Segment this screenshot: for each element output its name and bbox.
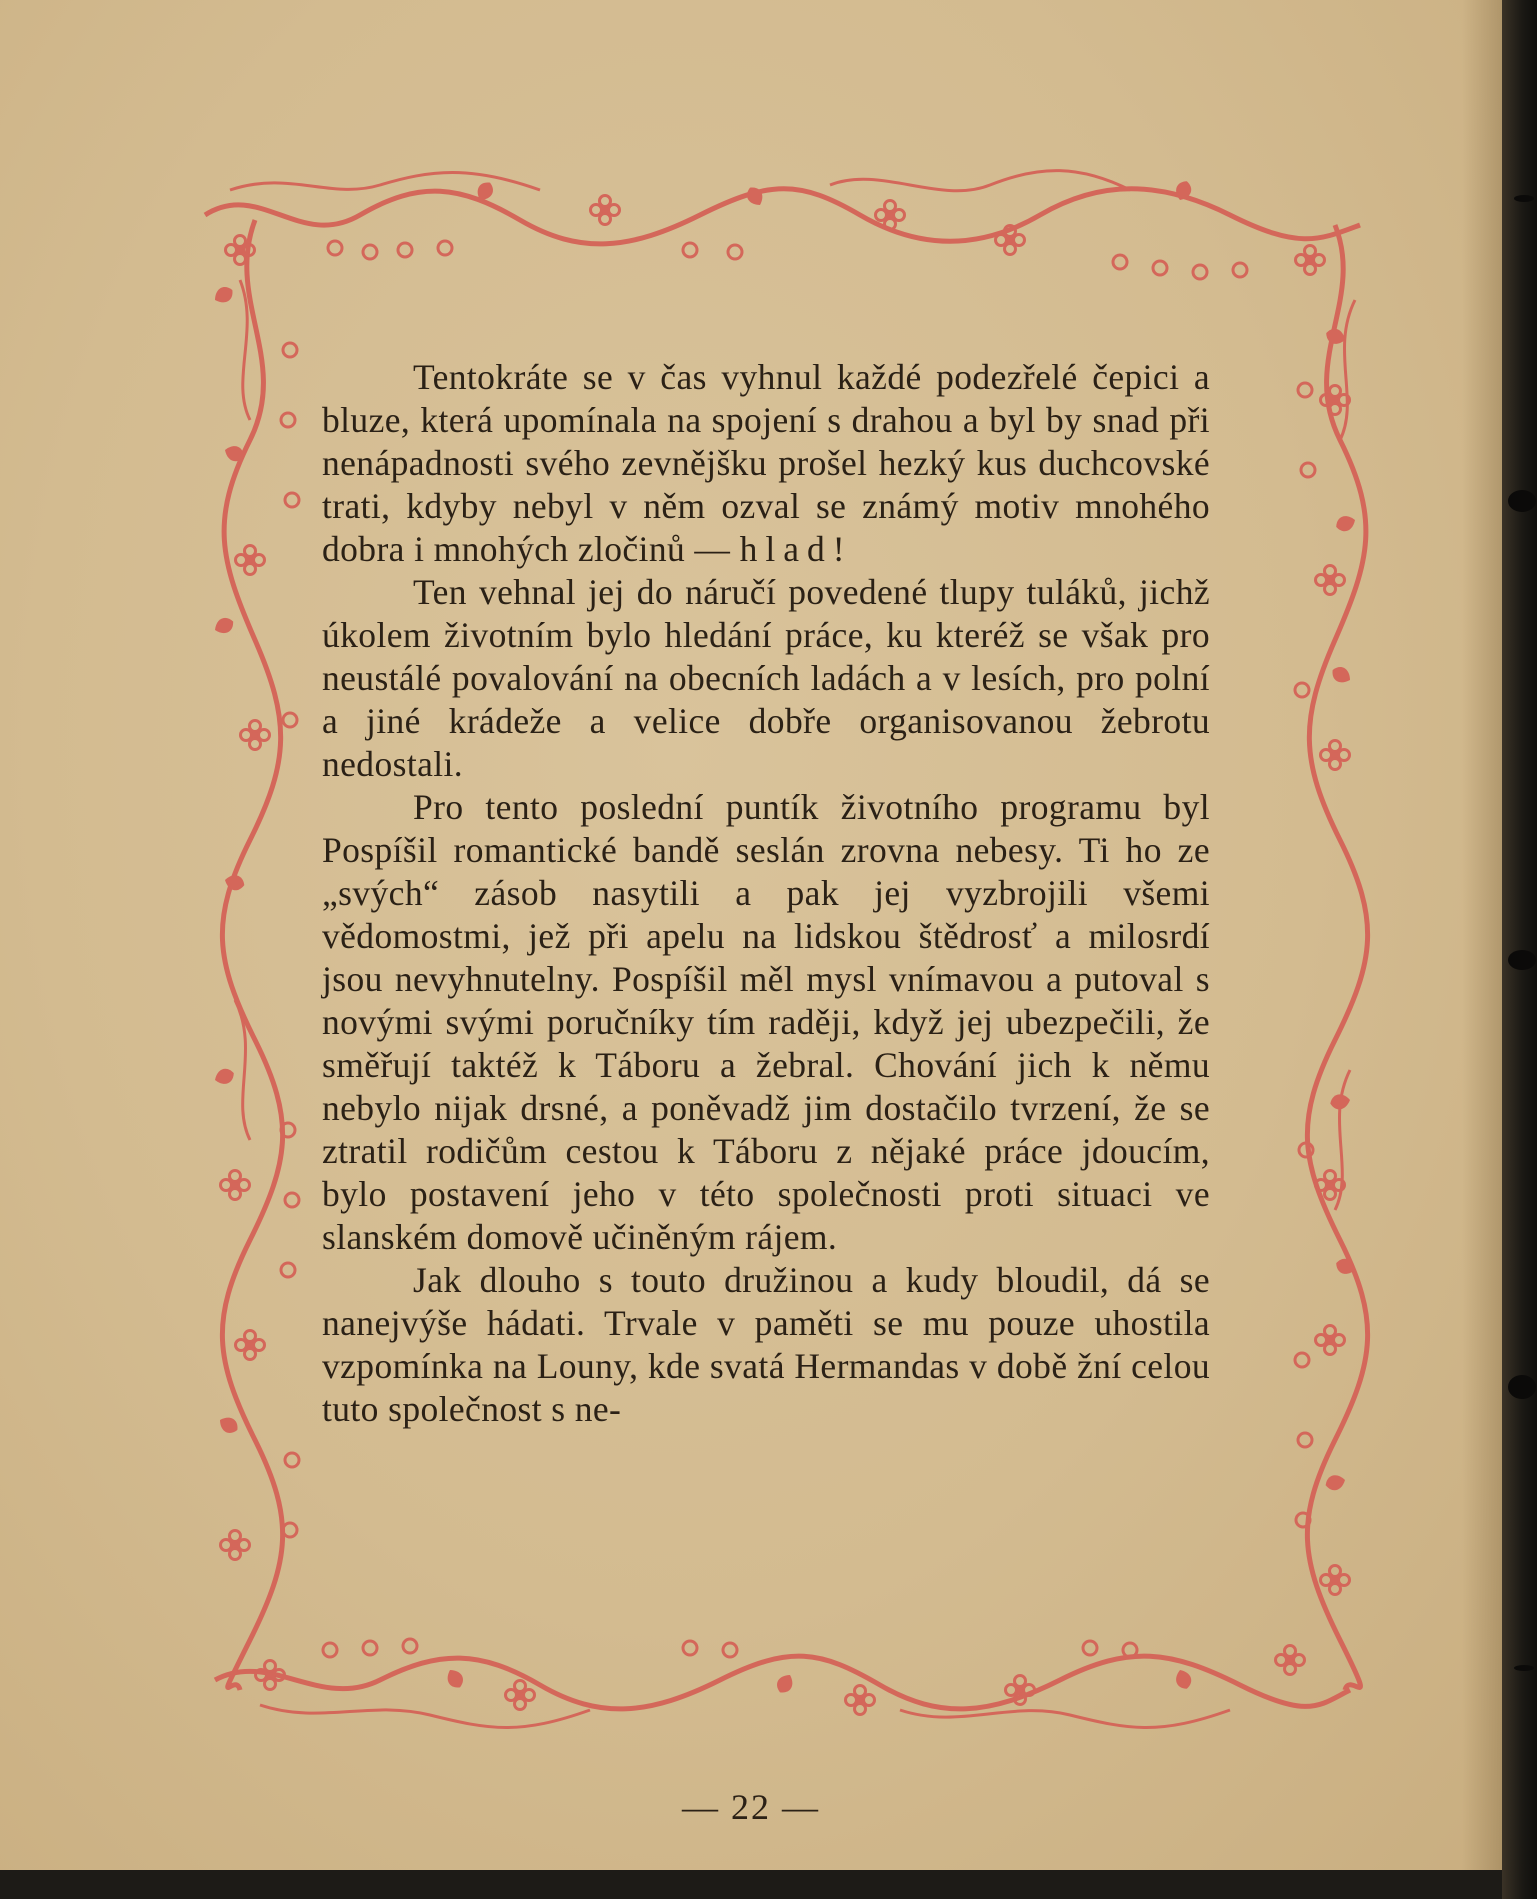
book-spine [1502,0,1537,1899]
right-vine [1307,225,1367,1690]
spine-mark [1514,195,1534,202]
scan-bottom-edge [0,1870,1502,1899]
body-text [322,356,1210,1431]
left-vine [222,220,282,1690]
paragraph-3: Pro tento poslední puntík životního programu byl Pospíšil romantické bandě seslán zrovna nebesy. Ti ho ze „svých“ zásob nasytili a pak jej vyzbrojili všemi vědomostmi, jež při apelu na lidskou štědrosť a milosrdí jsou nevyhnutelny. Pospíšil měl mysl vnímavou a putoval s novými svými poručníky tím raději, když jej ubezpečili, že směřují taktéž k Táboru a žebral. Chování jich k němu nebylo nijak drsné, a poněvadž jim dostačilo tvrzení, že se ztratil rodičům cestou k Táboru z nějaké práce jdoucím, bylo postavení jeho v této společnosti proti situaci ve slanském domově učiněným rájem. [322,787,1210,1257]
spine-mark [1508,1375,1536,1399]
spine-mark [1508,490,1536,512]
page-number: — 22 — [682,1787,820,1827]
paragraph-2: Ten vehnal jej do náručí povedené tlupy tuláků, jichž úkolem životním bylo hledání práce, ku kteréž se však pro neustálé povalování na obecních ladách a v lesích, pro polní a jiné krádeže a velice dobře organisovanou žebrotu nedostali. [322,572,1210,784]
paragraph-4: Jak dlouho s touto družinou a kudy bloudil, dá se nanejvýše hádati. Trvale v paměti se mu pouze uhostila vzpomínka na Louny, kde svatá Hermandas v době žní celou tuto společnost s ne- [322,1260,1210,1429]
spine-mark [1508,950,1536,970]
spine-mark [1514,1665,1534,1671]
emphasis-word: hlad! [739,529,853,569]
paragraph-1: Tentokráte se v čas vyhnul každé podezřelé čepici a bluze, která upomínala na spojení s drahou a byl by snad při nenápadnosti svého zevnějšku prošel hezký kus duchcovské trati, kdyby nebyl v něm ozval se známý motiv mnohého dobra i mnohých zločinů — hlad! [322,357,1210,569]
